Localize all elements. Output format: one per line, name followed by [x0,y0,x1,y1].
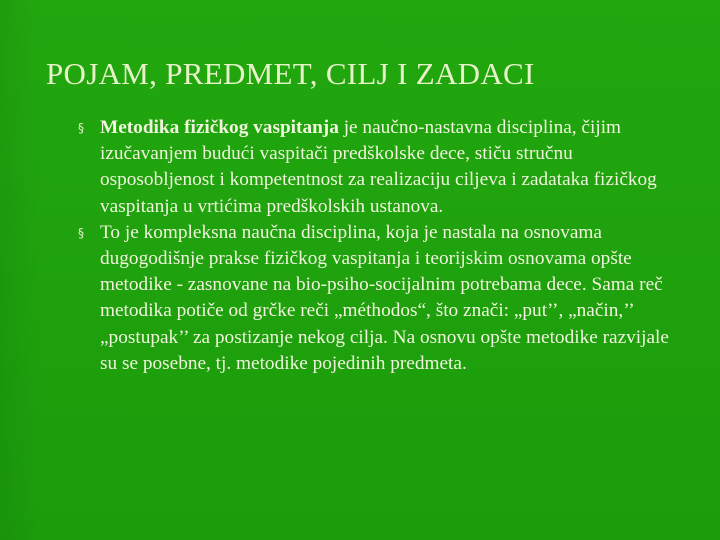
bullet-list [78,115,690,377]
bullet-marker-icon: § [78,225,84,240]
slide-title: POJAM, PREDMET, CILJ I ZADACI [46,56,535,91]
bullet-item-2 [78,220,690,377]
bullet-item-1 [78,115,690,220]
bullet-1-text: je naučno-nastavna disciplina, čijim izučavanjem budući vaspitači predškolske dece, stiču stručnu osposobljenost i kompetentnost za realizaciju ciljeva i zadataka fizičkog vaspitanja u vrtićima predškolskih ustanova. [100,117,657,217]
bullet-marker-icon: § [78,121,84,135]
bullet-2-text: To je kompleksna naučna disciplina, koja je nastala na osnovama dugogodišnje prakse fizičkog vaspitanja i teorijskim osnovama opšte metodike - zasnovane na bio-psiho-socijalnim potrebama dece. Sama reč metodika potiče od grčke reči „méthodos“, što znači: „put’’, „način,’’ „postupak’’ za postizanje nekog cilja. Na osnovu opšte metodike razvijale su se posebne, tj. metodike pojedinih predmeta. [100,221,669,374]
bullet-1-bold-lead: Metodika fizičkog vaspitanja [100,117,339,138]
